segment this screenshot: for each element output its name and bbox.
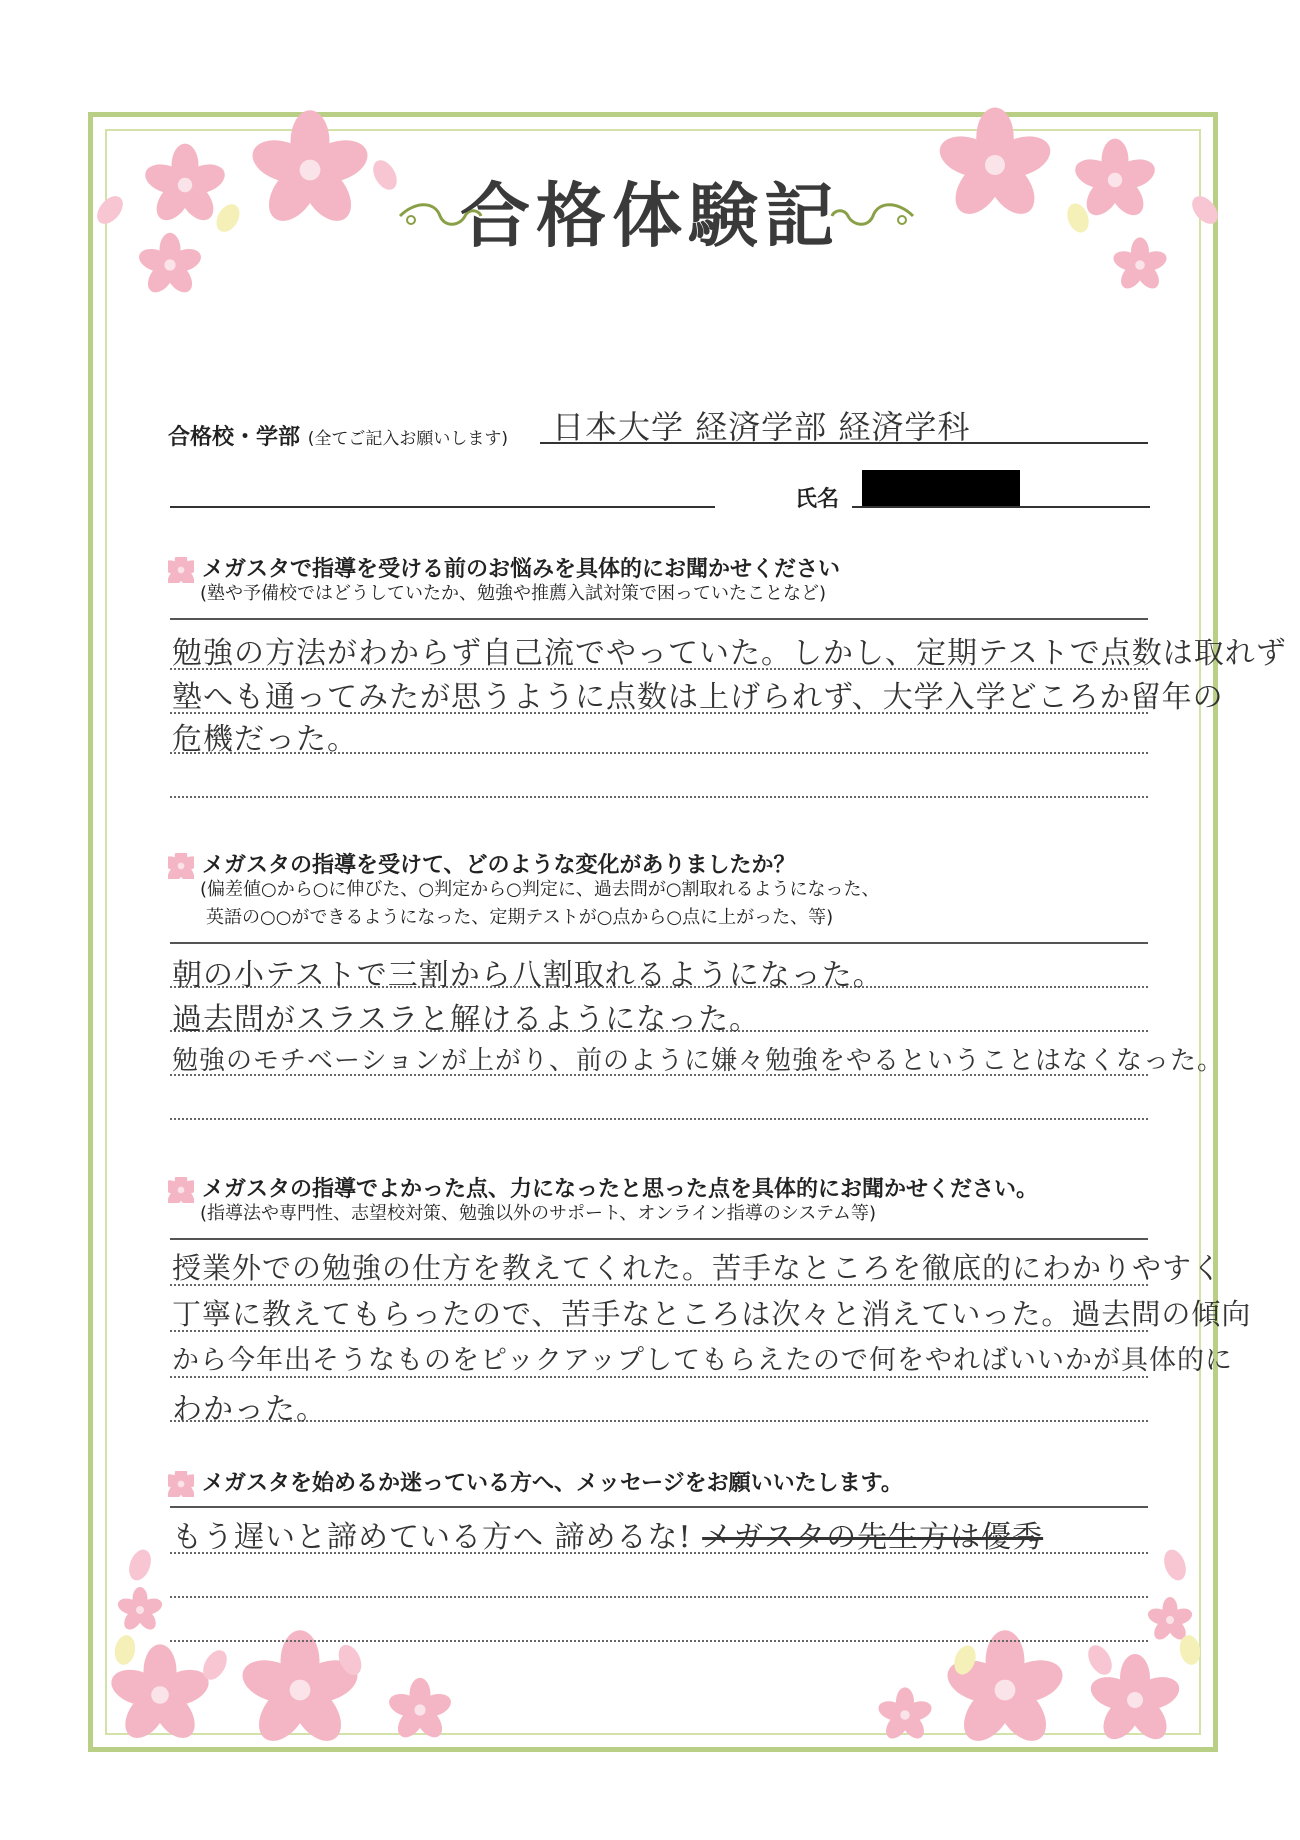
section-3-question: メガスタの指導でよかった点、力になったと思った点を具体的にお聞かせください。	[168, 1172, 1038, 1203]
left-blank-underline	[170, 506, 715, 508]
section-2-rule	[170, 942, 1148, 944]
name-underline	[852, 506, 1150, 508]
section-3-rule	[170, 1238, 1148, 1240]
section-4-rule	[170, 1506, 1148, 1508]
section-1-answer-line: 危機だった。	[172, 722, 358, 757]
school-value: 日本大学 経済学部 経済学科	[552, 408, 971, 446]
section-2-line	[170, 1118, 1148, 1120]
section-2-answer-line: 勉強のモチベーションが上がり、前のように嫌々勉強をやるということはなくなった。	[172, 1046, 1224, 1076]
sakura-bullet-icon	[168, 1177, 194, 1203]
school-underline	[540, 442, 1148, 444]
sakura-bullet-icon	[168, 853, 194, 879]
title-area	[0, 160, 1300, 261]
school-label: 合格校・学部	[168, 425, 301, 450]
section-3-sub: (指導法や専門性、志望校対策、勉強以外のサポート、オンライン指導のシステム等)	[200, 1203, 877, 1224]
sakura-bullet-icon	[168, 557, 194, 583]
page-title: 合格体験記	[460, 174, 840, 257]
section-1-sub: (塾や予備校ではどうしていたか、勉強や推薦入試対策で困っていたことなど)	[200, 583, 827, 604]
section-1-line	[170, 796, 1148, 798]
section-4-question: メガスタを始めるか迷っている方へ、メッセージをお願いいたします。	[168, 1466, 903, 1497]
section-4-line	[170, 1640, 1148, 1642]
section-1-answer-line: 塾へも通ってみたが思うように点数は上げられず、大学入学どころか留年の	[172, 680, 1224, 715]
section-4-answer-line: もう遅いと諦めている方へ 諦めるな! メガスタの先生方は優秀	[172, 1520, 1044, 1555]
section-2-answer-line: 過去問がスラスラと解けるようになった。	[172, 1002, 761, 1037]
section-1-question: メガスタで指導を受ける前のお悩みを具体的にお聞かせください	[168, 552, 840, 583]
section-2-question: メガスタの指導を受けて、どのような変化がありましたか？	[168, 848, 796, 879]
section-3-answer-line: から今年出そうなものをピックアップしてもらえたので何をやればいいかが具体的に	[172, 1345, 1234, 1376]
section-3-answer-line: わかった。	[172, 1392, 327, 1427]
school-note: (全てご記入お願いします)	[307, 429, 508, 449]
name-label: 氏名	[795, 487, 840, 512]
sakura-bullet-icon	[168, 1471, 194, 1497]
section-1-rule	[170, 618, 1148, 620]
section-3-answer-line: 丁寧に教えてもらったので、苦手なところは次々と消えていった。過去問の傾向	[172, 1297, 1252, 1331]
section-3-answer-line: 授業外での勉強の仕方を教えてくれた。苦手なところを徹底的にわかりやすく	[172, 1251, 1223, 1285]
section-1-answer-line: 勉強の方法がわからず自己流でやっていた。しかし、定期テストで点数は取れず	[172, 636, 1287, 671]
section-2-sub: (偏差値○から○に伸びた、○判定から○判定に、過去問が○割取れるようになった、 英語の○○ができるようになった、定期テストが○点から○点に上がった、等)	[200, 879, 880, 928]
section-2-answer-line: 朝の小テストで三割から八割取れるようになった。	[172, 958, 884, 993]
school-label-group	[168, 420, 508, 451]
name-redaction	[862, 470, 1020, 506]
section-4-line	[170, 1596, 1148, 1598]
struck-out-text: メガスタの先生方は優秀	[702, 1520, 1044, 1555]
